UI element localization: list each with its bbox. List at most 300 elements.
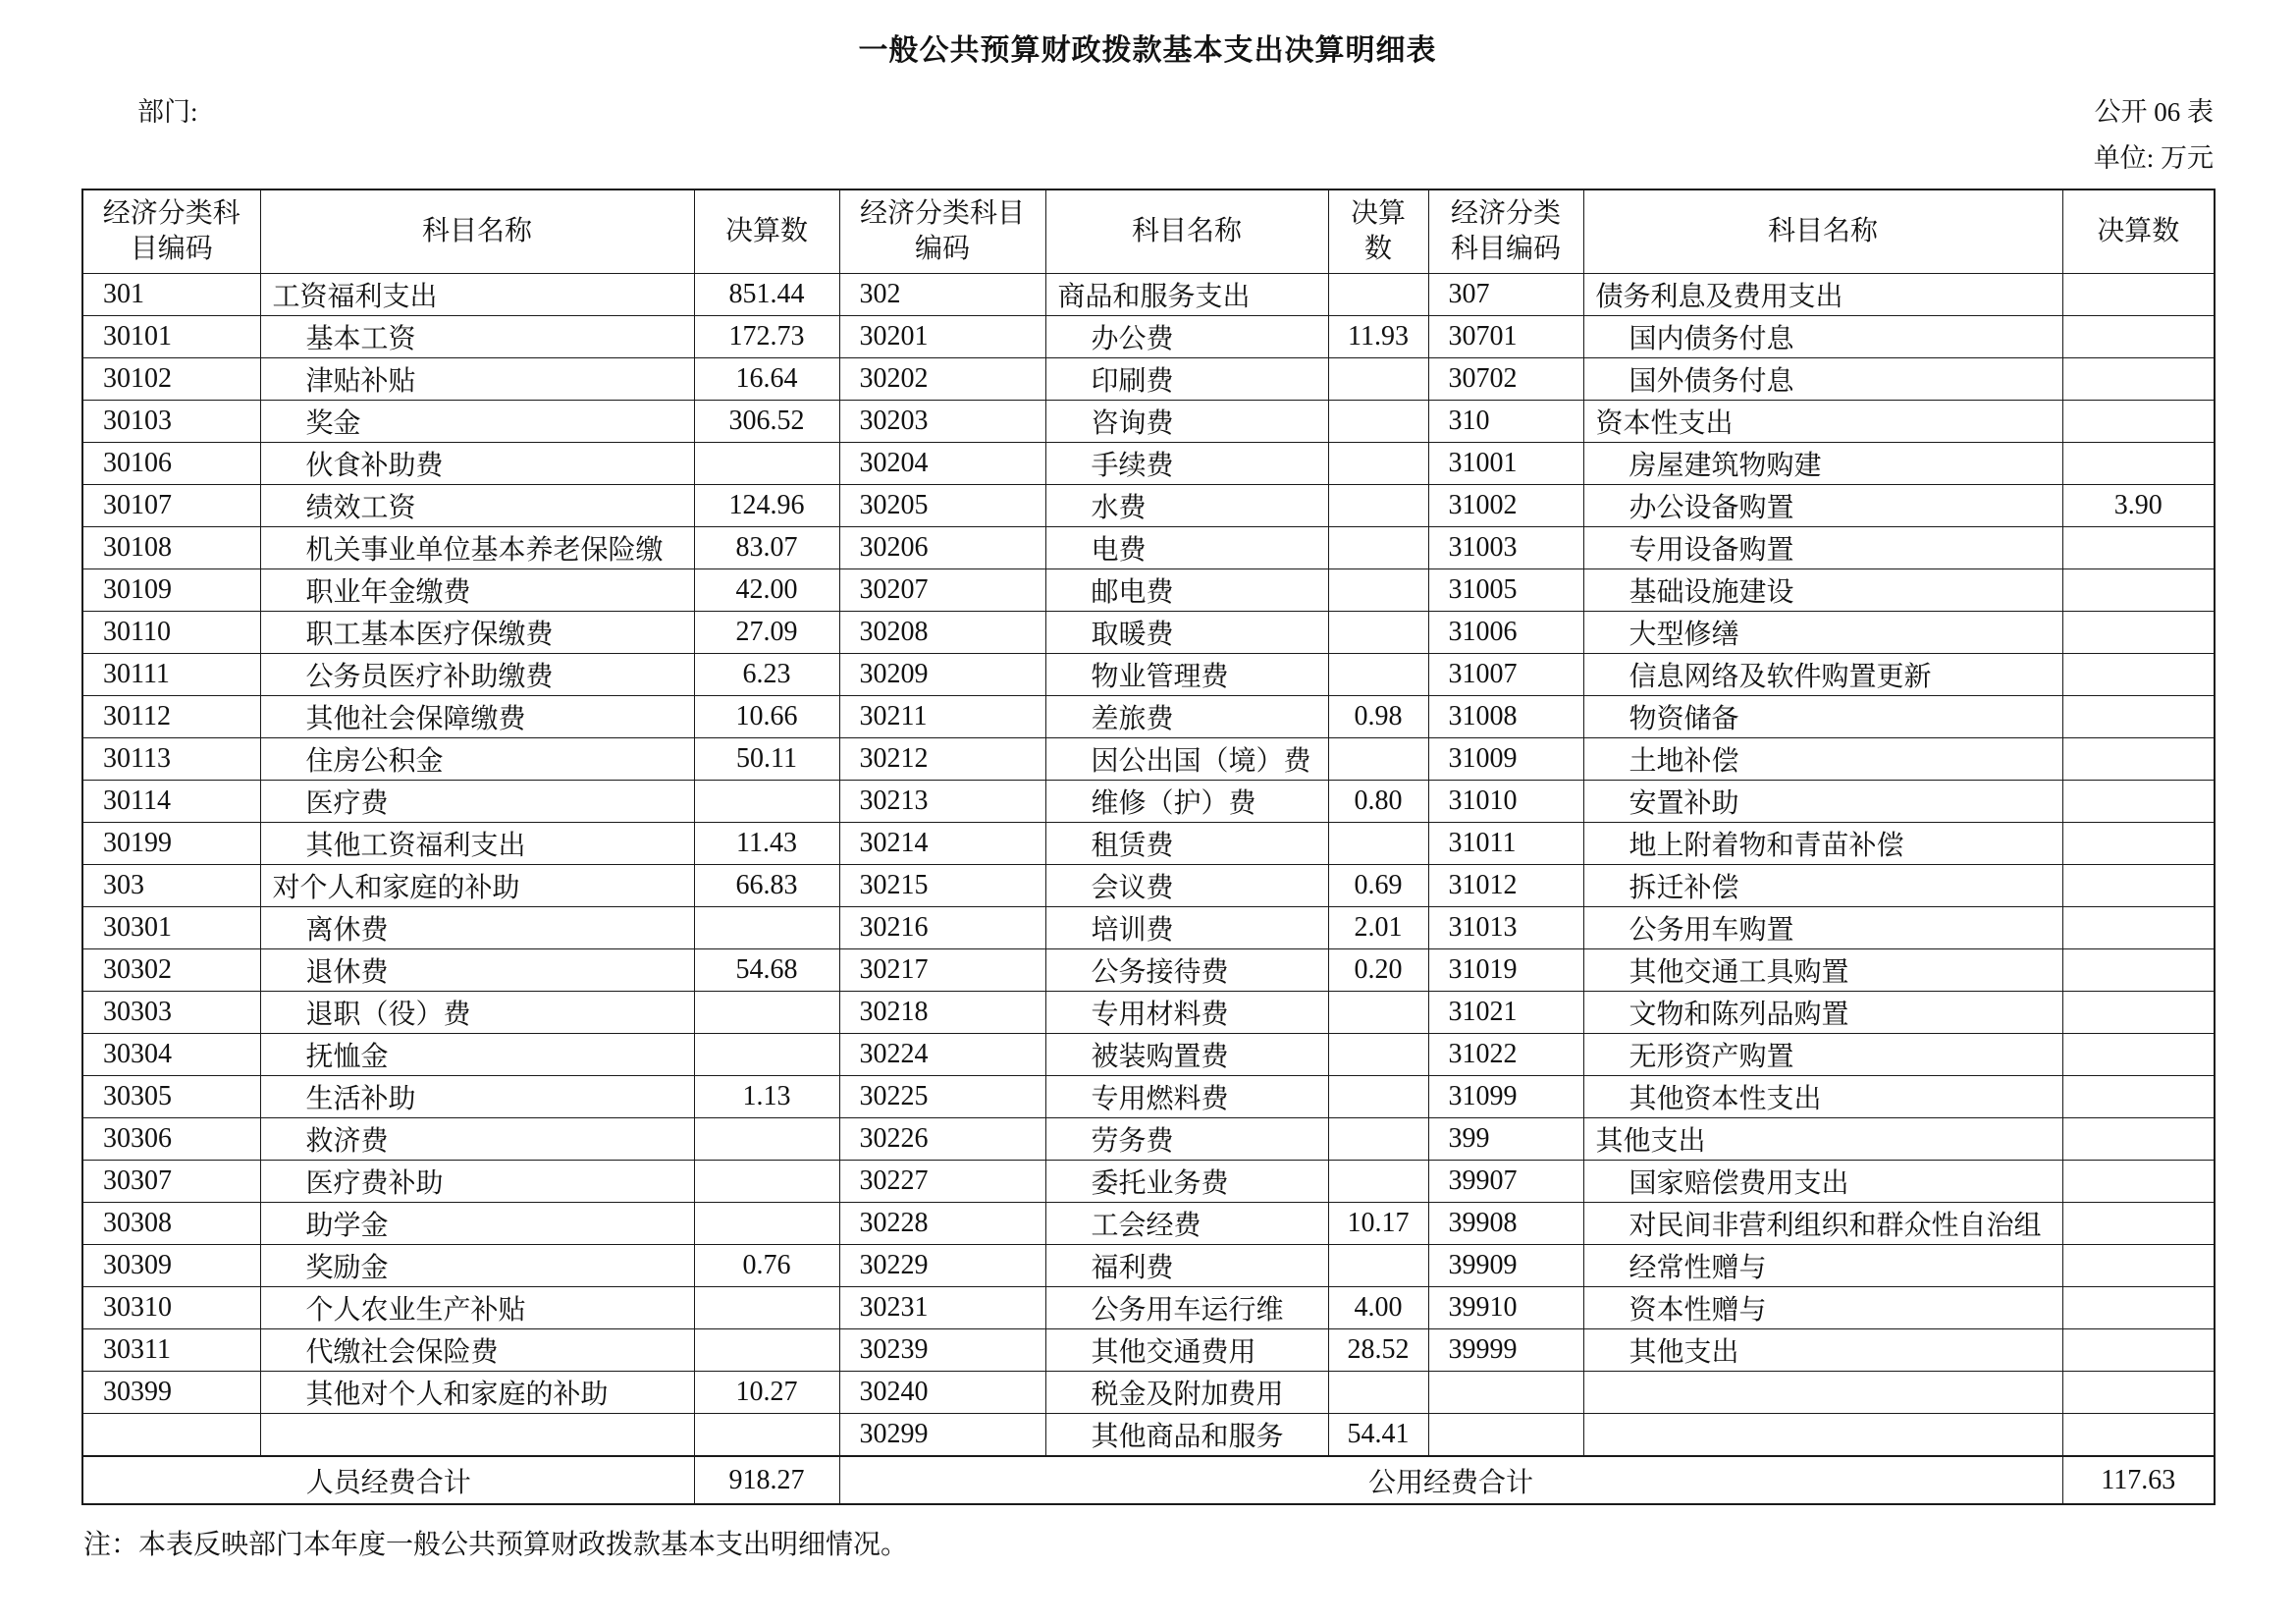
code-cell: 31007 (1428, 654, 1583, 696)
code-cell: 30306 (82, 1118, 260, 1161)
amount-cell: 2.01 (1328, 907, 1428, 949)
table-row (82, 569, 2215, 612)
name-cell: 其他对个人和家庭的补助 (260, 1372, 694, 1414)
amount-cell: 10.27 (694, 1372, 839, 1414)
name-cell: 债务利息及费用支出 (1583, 274, 2062, 316)
code-cell: 31005 (1428, 569, 1583, 612)
name-cell: 邮电费 (1045, 569, 1328, 612)
amount-cell: 42.00 (694, 569, 839, 612)
amount-cell: 306.52 (694, 401, 839, 443)
name-cell: 奖金 (260, 401, 694, 443)
amount-cell: 6.23 (694, 654, 839, 696)
amount-cell (2062, 949, 2215, 992)
amount-cell (694, 1329, 839, 1372)
col-header-amount-2: 决算数 (1328, 189, 1428, 274)
col-header-name-3: 科目名称 (1583, 189, 2062, 274)
table-body (82, 274, 2215, 1457)
amount-cell (2062, 401, 2215, 443)
col-header-amount-1: 决算数 (694, 189, 839, 274)
amount-cell (2062, 1329, 2215, 1372)
code-cell: 31002 (1428, 485, 1583, 527)
table-row (82, 823, 2215, 865)
amount-cell (694, 907, 839, 949)
amount-cell (2062, 358, 2215, 401)
code-cell: 30107 (82, 485, 260, 527)
amount-cell (694, 1161, 839, 1203)
code-cell: 30215 (839, 865, 1045, 907)
name-cell: 其他社会保障缴费 (260, 696, 694, 738)
amount-cell: 1.13 (694, 1076, 839, 1118)
amount-cell (2062, 1161, 2215, 1203)
amount-cell (1328, 485, 1428, 527)
amount-cell (2062, 1414, 2215, 1457)
name-cell: 物业管理费 (1045, 654, 1328, 696)
budget-table (81, 189, 2216, 1505)
code-cell: 307 (1428, 274, 1583, 316)
name-cell: 地上附着物和青苗补偿 (1583, 823, 2062, 865)
amount-cell (1328, 358, 1428, 401)
code-cell: 30701 (1428, 316, 1583, 358)
table-header (82, 189, 2215, 274)
code-cell: 302 (839, 274, 1045, 316)
amount-cell (2062, 1118, 2215, 1161)
name-cell: 维修（护）费 (1045, 781, 1328, 823)
code-cell: 30209 (839, 654, 1045, 696)
table-row (82, 992, 2215, 1034)
name-cell: 医疗费补助 (260, 1161, 694, 1203)
table-row (82, 1414, 2215, 1457)
name-cell: 个人农业生产补贴 (260, 1287, 694, 1329)
name-cell: 职业年金缴费 (260, 569, 694, 612)
name-cell: 国家赔偿费用支出 (1583, 1161, 2062, 1203)
table-row (82, 949, 2215, 992)
name-cell: 基础设施建设 (1583, 569, 2062, 612)
code-cell: 30239 (839, 1329, 1045, 1372)
name-cell: 其他资本性支出 (1583, 1076, 2062, 1118)
amount-cell: 16.64 (694, 358, 839, 401)
code-cell: 31022 (1428, 1034, 1583, 1076)
amount-cell (2062, 738, 2215, 781)
code-cell: 30205 (839, 485, 1045, 527)
table-footer (82, 1456, 2215, 1504)
table-row (82, 738, 2215, 781)
name-cell: 咨询费 (1045, 401, 1328, 443)
name-cell: 对民间非营利组织和群众性自治组 (1583, 1203, 2062, 1245)
name-cell: 福利费 (1045, 1245, 1328, 1287)
name-cell: 基本工资 (260, 316, 694, 358)
code-cell: 30212 (839, 738, 1045, 781)
code-cell: 30302 (82, 949, 260, 992)
amount-cell (2062, 1076, 2215, 1118)
amount-cell (1328, 274, 1428, 316)
name-cell: 住房公积金 (260, 738, 694, 781)
amount-cell: 0.80 (1328, 781, 1428, 823)
amount-cell (1328, 992, 1428, 1034)
code-cell: 30204 (839, 443, 1045, 485)
code-cell: 30103 (82, 401, 260, 443)
amount-cell (1328, 1161, 1428, 1203)
code-cell: 30106 (82, 443, 260, 485)
table-row (82, 358, 2215, 401)
code-cell: 31010 (1428, 781, 1583, 823)
amount-cell (694, 781, 839, 823)
table-row (82, 1287, 2215, 1329)
code-cell: 30102 (82, 358, 260, 401)
code-cell: 30206 (839, 527, 1045, 569)
name-cell (260, 1414, 694, 1457)
name-cell: 生活补助 (260, 1076, 694, 1118)
col-header-name-2: 科目名称 (1045, 189, 1328, 274)
amount-cell (2062, 527, 2215, 569)
name-cell: 其他支出 (1583, 1329, 2062, 1372)
amount-cell: 50.11 (694, 738, 839, 781)
code-cell: 303 (82, 865, 260, 907)
name-cell: 抚恤金 (260, 1034, 694, 1076)
code-cell: 39999 (1428, 1329, 1583, 1372)
code-cell: 30224 (839, 1034, 1045, 1076)
amount-cell: 28.52 (1328, 1329, 1428, 1372)
amount-cell (1328, 1118, 1428, 1161)
amount-cell (1328, 654, 1428, 696)
amount-cell (1328, 738, 1428, 781)
amount-cell: 0.98 (1328, 696, 1428, 738)
name-cell: 医疗费 (260, 781, 694, 823)
name-cell: 税金及附加费用 (1045, 1372, 1328, 1414)
amount-cell: 0.20 (1328, 949, 1428, 992)
name-cell: 退休费 (260, 949, 694, 992)
name-cell: 印刷费 (1045, 358, 1328, 401)
name-cell: 大型修缮 (1583, 612, 2062, 654)
code-cell: 30208 (839, 612, 1045, 654)
name-cell: 电费 (1045, 527, 1328, 569)
code-cell: 30231 (839, 1287, 1045, 1329)
name-cell: 培训费 (1045, 907, 1328, 949)
code-cell: 39909 (1428, 1245, 1583, 1287)
amount-cell: 54.68 (694, 949, 839, 992)
name-cell: 奖励金 (260, 1245, 694, 1287)
header-row (82, 189, 2215, 274)
amount-cell: 66.83 (694, 865, 839, 907)
code-cell: 30228 (839, 1203, 1045, 1245)
code-cell: 30304 (82, 1034, 260, 1076)
amount-cell: 11.93 (1328, 316, 1428, 358)
amount-cell (694, 992, 839, 1034)
name-cell: 商品和服务支出 (1045, 274, 1328, 316)
code-cell: 30211 (839, 696, 1045, 738)
amount-cell (1328, 527, 1428, 569)
name-cell: 离休费 (260, 907, 694, 949)
amount-cell (2062, 1245, 2215, 1287)
code-cell: 30303 (82, 992, 260, 1034)
col-header-name-1: 科目名称 (260, 189, 694, 274)
meta-row (81, 90, 2214, 129)
code-cell: 31006 (1428, 612, 1583, 654)
code-cell: 30201 (839, 316, 1045, 358)
amount-cell: 10.17 (1328, 1203, 1428, 1245)
amount-cell (2062, 1287, 2215, 1329)
public-total-amount: 117.63 (2062, 1456, 2215, 1504)
code-cell (1428, 1414, 1583, 1457)
code-cell (1428, 1372, 1583, 1414)
amount-cell (694, 443, 839, 485)
code-cell: 30109 (82, 569, 260, 612)
amount-cell (2062, 992, 2215, 1034)
name-cell: 土地补偿 (1583, 738, 2062, 781)
amount-cell (2062, 907, 2215, 949)
name-cell: 伙食补助费 (260, 443, 694, 485)
code-cell: 31001 (1428, 443, 1583, 485)
amount-cell: 3.90 (2062, 485, 2215, 527)
table-row (82, 865, 2215, 907)
table-row (82, 401, 2215, 443)
table-row (82, 1372, 2215, 1414)
table-row (82, 316, 2215, 358)
name-cell: 劳务费 (1045, 1118, 1328, 1161)
amount-cell (694, 1287, 839, 1329)
code-cell: 30225 (839, 1076, 1045, 1118)
amount-cell (2062, 1372, 2215, 1414)
amount-cell (1328, 1034, 1428, 1076)
amount-cell (2062, 443, 2215, 485)
code-cell: 30213 (839, 781, 1045, 823)
name-cell: 职工基本医疗保缴费 (260, 612, 694, 654)
amount-cell (1328, 612, 1428, 654)
table-row (82, 1161, 2215, 1203)
code-cell: 30203 (839, 401, 1045, 443)
name-cell: 代缴社会保险费 (260, 1329, 694, 1372)
name-cell: 专用设备购置 (1583, 527, 2062, 569)
name-cell: 其他交通工具购置 (1583, 949, 2062, 992)
name-cell: 手续费 (1045, 443, 1328, 485)
code-cell: 30229 (839, 1245, 1045, 1287)
amount-cell (694, 1118, 839, 1161)
code-cell: 31008 (1428, 696, 1583, 738)
col-header-code-2: 经济分类科目编码 (839, 189, 1045, 274)
code-cell: 301 (82, 274, 260, 316)
code-cell: 30217 (839, 949, 1045, 992)
table-row (82, 1034, 2215, 1076)
name-cell: 工资福利支出 (260, 274, 694, 316)
code-cell: 30311 (82, 1329, 260, 1372)
name-cell: 其他交通费用 (1045, 1329, 1328, 1372)
name-cell: 工会经费 (1045, 1203, 1328, 1245)
table-row (82, 527, 2215, 569)
col-header-code-3: 经济分类科目编码 (1428, 189, 1583, 274)
department-label: 部门: (137, 97, 198, 127)
code-cell: 30301 (82, 907, 260, 949)
code-cell: 30101 (82, 316, 260, 358)
code-cell: 30227 (839, 1161, 1045, 1203)
col-header-amount-3: 决算数 (2062, 189, 2215, 274)
amount-cell (1328, 1076, 1428, 1118)
code-cell: 30216 (839, 907, 1045, 949)
code-cell: 31019 (1428, 949, 1583, 992)
name-cell: 信息网络及软件购置更新 (1583, 654, 2062, 696)
amount-cell (2062, 1203, 2215, 1245)
code-cell: 30309 (82, 1245, 260, 1287)
name-cell: 专用燃料费 (1045, 1076, 1328, 1118)
code-cell: 31013 (1428, 907, 1583, 949)
total-row (82, 1456, 2215, 1504)
code-cell: 30226 (839, 1118, 1045, 1161)
amount-cell (1328, 569, 1428, 612)
table-row (82, 1245, 2215, 1287)
code-cell: 30305 (82, 1076, 260, 1118)
code-cell: 30240 (839, 1372, 1045, 1414)
amount-cell: 172.73 (694, 316, 839, 358)
code-cell: 31003 (1428, 527, 1583, 569)
code-cell: 30310 (82, 1287, 260, 1329)
name-cell: 取暖费 (1045, 612, 1328, 654)
amount-cell: 0.69 (1328, 865, 1428, 907)
personnel-total-label: 人员经费合计 (82, 1456, 694, 1504)
code-cell: 30214 (839, 823, 1045, 865)
code-cell (82, 1414, 260, 1457)
footnote: 注：本表反映部门本年度一般公共预算财政拨款基本支出明细情况。 (83, 1530, 909, 1560)
table-row (82, 1329, 2215, 1372)
name-cell: 公务用车购置 (1583, 907, 2062, 949)
amount-cell (2062, 274, 2215, 316)
name-cell: 专用材料费 (1045, 992, 1328, 1034)
name-cell: 拆迁补偿 (1583, 865, 2062, 907)
code-cell: 31011 (1428, 823, 1583, 865)
name-cell: 其他支出 (1583, 1118, 2062, 1161)
code-cell: 30108 (82, 527, 260, 569)
amount-cell (694, 1414, 839, 1457)
name-cell: 机关事业单位基本养老保险缴 (260, 527, 694, 569)
table-row (82, 654, 2215, 696)
amount-cell (2062, 1034, 2215, 1076)
name-cell (1583, 1372, 2062, 1414)
code-cell: 30299 (839, 1414, 1045, 1457)
name-cell: 国外债务付息 (1583, 358, 2062, 401)
amount-cell: 11.43 (694, 823, 839, 865)
table-row (82, 781, 2215, 823)
table-row (82, 1203, 2215, 1245)
amount-cell: 0.76 (694, 1245, 839, 1287)
name-cell: 委托业务费 (1045, 1161, 1328, 1203)
name-cell: 津贴补贴 (260, 358, 694, 401)
code-cell: 30307 (82, 1161, 260, 1203)
code-cell: 30112 (82, 696, 260, 738)
amount-cell (694, 1034, 839, 1076)
amount-cell (2062, 316, 2215, 358)
amount-cell: 83.07 (694, 527, 839, 569)
amount-cell (1328, 443, 1428, 485)
amount-cell (1328, 401, 1428, 443)
table-row (82, 907, 2215, 949)
code-cell: 39910 (1428, 1287, 1583, 1329)
name-cell: 水费 (1045, 485, 1328, 527)
table-number: 公开 06 表 (2094, 97, 2214, 127)
name-cell: 其他工资福利支出 (260, 823, 694, 865)
name-cell: 绩效工资 (260, 485, 694, 527)
amount-cell (2062, 569, 2215, 612)
amount-cell (2062, 865, 2215, 907)
amount-cell (2062, 823, 2215, 865)
amount-cell: 4.00 (1328, 1287, 1428, 1329)
amount-cell: 27.09 (694, 612, 839, 654)
name-cell: 办公费 (1045, 316, 1328, 358)
name-cell: 资本性赠与 (1583, 1287, 2062, 1329)
amount-cell: 851.44 (694, 274, 839, 316)
name-cell (1583, 1414, 2062, 1457)
name-cell: 救济费 (260, 1118, 694, 1161)
amount-cell (694, 1203, 839, 1245)
amount-cell (2062, 696, 2215, 738)
name-cell: 资本性支出 (1583, 401, 2062, 443)
code-cell: 31021 (1428, 992, 1583, 1034)
amount-cell: 124.96 (694, 485, 839, 527)
code-cell: 31009 (1428, 738, 1583, 781)
report-body (81, 0, 2214, 1562)
code-cell: 31012 (1428, 865, 1583, 907)
amount-cell (1328, 1372, 1428, 1414)
table-row (82, 696, 2215, 738)
name-cell: 文物和陈列品购置 (1583, 992, 2062, 1034)
amount-cell: 54.41 (1328, 1414, 1428, 1457)
code-cell: 30218 (839, 992, 1045, 1034)
unit-label: 单位: 万元 (2093, 143, 2214, 173)
name-cell: 国内债务付息 (1583, 316, 2062, 358)
table-row (82, 274, 2215, 316)
name-cell: 物资储备 (1583, 696, 2062, 738)
name-cell: 房屋建筑物购建 (1583, 443, 2062, 485)
code-cell: 310 (1428, 401, 1583, 443)
code-cell: 39908 (1428, 1203, 1583, 1245)
amount-cell (2062, 654, 2215, 696)
name-cell: 租赁费 (1045, 823, 1328, 865)
name-cell: 因公出国（境）费 (1045, 738, 1328, 781)
amount-cell (2062, 781, 2215, 823)
amount-cell (2062, 612, 2215, 654)
page-title: 一般公共预算财政拨款基本支出决算明细表 (858, 34, 1437, 67)
code-cell: 30110 (82, 612, 260, 654)
code-cell: 30111 (82, 654, 260, 696)
name-cell: 对个人和家庭的补助 (260, 865, 694, 907)
code-cell: 30199 (82, 823, 260, 865)
table-row (82, 485, 2215, 527)
code-cell: 30114 (82, 781, 260, 823)
code-cell: 30202 (839, 358, 1045, 401)
name-cell: 公务员医疗补助缴费 (260, 654, 694, 696)
amount-cell: 10.66 (694, 696, 839, 738)
name-cell: 公务用车运行维 (1045, 1287, 1328, 1329)
public-total-label: 公用经费合计 (839, 1456, 2062, 1504)
code-cell: 30399 (82, 1372, 260, 1414)
table-row (82, 1118, 2215, 1161)
amount-cell (1328, 823, 1428, 865)
code-cell: 30702 (1428, 358, 1583, 401)
name-cell: 其他商品和服务 (1045, 1414, 1328, 1457)
name-cell: 公务接待费 (1045, 949, 1328, 992)
code-cell: 399 (1428, 1118, 1583, 1161)
personnel-total-amount: 918.27 (694, 1456, 839, 1504)
amount-cell (1328, 1245, 1428, 1287)
code-cell: 30113 (82, 738, 260, 781)
name-cell: 助学金 (260, 1203, 694, 1245)
code-cell: 30308 (82, 1203, 260, 1245)
name-cell: 安置补助 (1583, 781, 2062, 823)
table-row (82, 612, 2215, 654)
name-cell: 办公设备购置 (1583, 485, 2062, 527)
name-cell: 无形资产购置 (1583, 1034, 2062, 1076)
code-cell: 31099 (1428, 1076, 1583, 1118)
name-cell: 会议费 (1045, 865, 1328, 907)
code-cell: 30207 (839, 569, 1045, 612)
name-cell: 退职（役）费 (260, 992, 694, 1034)
col-header-code-1: 经济分类科目编码 (82, 189, 260, 274)
